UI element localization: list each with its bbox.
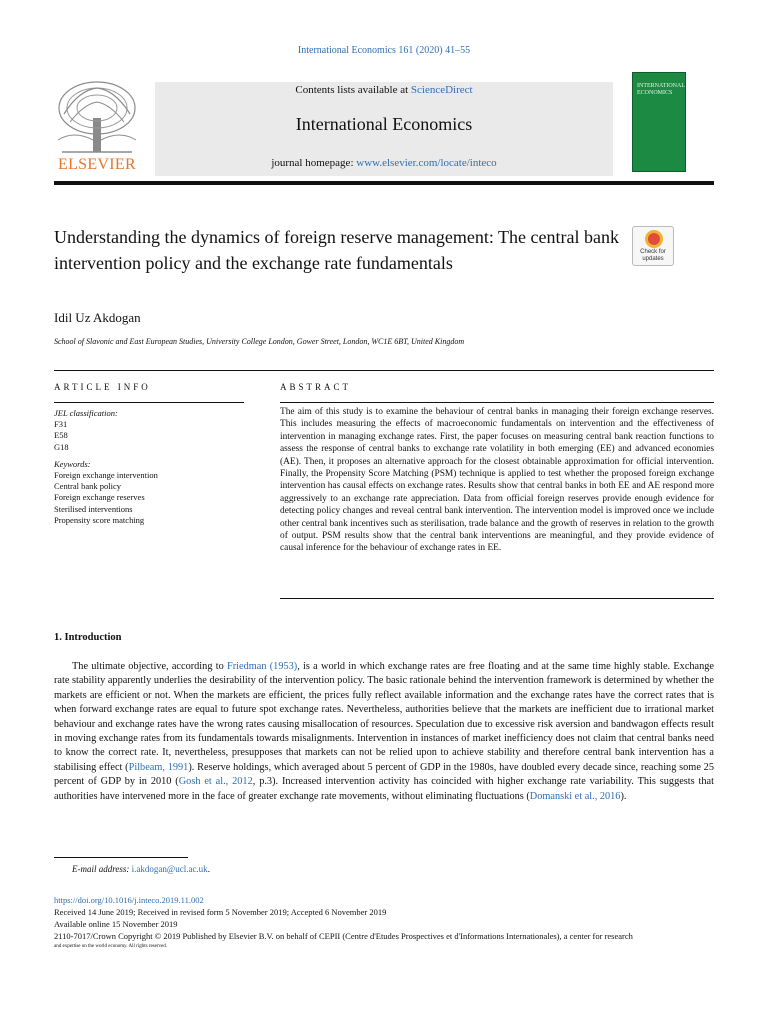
intro-text-4: , p.3). Increased intervention activity has coincided with higher exchange rate variability. This suggests that authorities have intervened more in the face of greater exchange rate movements, without eliminating fluctuations ( [54,776,714,802]
jel-code: E58 [54,430,68,441]
available-online: Available online 15 November 2019 [54,919,178,929]
elsevier-logo [54,80,140,174]
journal-reference[interactable]: International Economics 161 (2020) 41–55 [297,45,471,56]
cover-title [637,83,683,97]
email-link[interactable]: i.akdogan@ucl.ac.uk [131,864,208,874]
check-updates-icon [645,230,663,248]
check-updates-label [633,249,673,263]
doi-link[interactable]: https://doi.org/10.1016/j.inteco.2019.11.002 [54,895,204,905]
header-divider [54,181,714,185]
check-for-updates-button[interactable] [632,226,674,266]
introduction-paragraph [54,660,714,804]
badge-line-2: updates [642,256,664,262]
received-dates: Received 14 June 2019; Received in revised form 5 November 2019; Accepted 6 November 2019 [54,907,387,917]
jel-code: F31 [54,419,68,430]
keywords-label: Keywords: [54,458,91,469]
cover-line-2: ECONOMICS [637,90,673,96]
publisher-name: ELSEVIER [58,156,136,173]
keyword: Foreign exchange reserves [54,492,145,503]
article-info [54,408,244,526]
sciencedirect-link[interactable]: ScienceDirect [410,84,473,96]
tree-icon [54,80,140,154]
article-info-rule [54,402,244,403]
introduction-heading: 1. Introduction [54,632,122,643]
email-label: E-mail address: [72,864,130,874]
intro-text-1: The ultimate objective, according to [72,661,228,672]
copyright: 2110-7017/Crown Copyright © 2019 Published by Elsevier B.V. on behalf of CEPII (Centre d'Etudes Prospectives et d'Informations Internationales), a center for research [54,931,633,941]
article-info-heading: ARTICLE INFO [54,382,151,392]
abstract-heading: ABSTRACT [280,382,352,392]
email-end: . [207,864,210,874]
journal-title: International Economics [295,114,473,134]
intro-text-3: ). Reserve holdings, which averaged about 5 percent of GDP in the 1980s, have doubled every decade since, reaching some 25 percent of GDP by in 2010 ( [54,761,714,788]
journal-cover[interactable] [632,72,686,172]
citation-link[interactable]: Friedman (1953) [227,661,298,672]
citation-link[interactable]: Gosh et al., 2012 [178,776,253,788]
divider-top [54,370,714,371]
copyright-continued: and expertise on the world economy. All rights reserved. [54,944,167,949]
paper-title: Understanding the dynamics of foreign reserve management: The central bank intervention policy and the exchange rate fundamentals [54,227,619,273]
contents-prefix: Contents lists available at [295,84,411,96]
abstract-rule [280,402,714,403]
email-footnote [72,864,210,874]
keyword: Foreign exchange intervention [54,470,158,481]
jel-code: G18 [54,441,69,452]
journal-header [155,82,613,176]
homepage-prefix: journal homepage: [271,157,357,169]
author-name: Idil Uz Akdogan [54,310,141,325]
citation-link[interactable]: Pilbeam, 1991 [128,761,189,773]
contents-line [155,84,613,96]
abstract-text: The aim of this study is to examine the behaviour of central banks in managing their foreign exchange reserves. This includes measuring the effects of macroeconomic fundamentals on intervention and the effectiveness of intervention in managing exchange rates. First, the paper focuses on measuring central bank reaction functions to assess the response of central banks to exchange rate volatility in both emerging (EE) and advanced economies (AE). Then, it proposes an alternative approach for the closest obtainable approximation for official intervention. Finally, the Propensity Score Matching (PSM) technique is applied to test whether the proposed foreign exchange intervention has causal effects on exchange rates. Results show that central banks in both EE and AE respond more aggressively to an exchange rate appreciation. Data from official foreign reserves provide enough evidence for detecting policy changes and reveal central bank intervention. The intervention model is improved once we include other central bank incentives such as sterilisation, trade balance and the growth of reserves in relation to the growth of output. PSM results show that the central bank interventions are meaningful, and they provide evidence of causal inference for the behaviour of exchange rates in EE. [280,407,714,554]
citation-link[interactable]: Domanski et al., 2016 [529,790,621,802]
author-affiliation: School of Slavonic and East European Studies, University College London, Gower Street, London, WC1E 6BT, United Kingdom [54,337,465,346]
badge-line-1: Check for [640,249,666,255]
cover-line-1: INTERNATIONAL [637,83,685,89]
intro-text-5: ). [620,790,627,802]
homepage-line [155,157,613,169]
keyword: Central bank policy [54,481,122,492]
footnote-divider [54,857,188,858]
jel-label: JEL classification: [54,408,118,418]
abstract-bottom-rule [280,598,714,599]
keyword: Sterilised interventions [54,503,133,514]
keyword: Propensity score matching [54,514,145,525]
homepage-link[interactable]: www.elsevier.com/locate/inteco [356,157,497,169]
intro-text-2: , is a world in which exchange rates are free floating and at the same time highly stable. Exchange rate stability apparently underlies the desirability of the intervention policy. The basic rationale behind the intervention framework is determined by whether the markets are efficient or not. When the markets are efficient, the prices fully reflect available information and the exchange rates have the correct rates that is when forward exchange rates are equal to future spot exchange rates. Nevertheless, authorities believe that the markets are inefficient due to irrational market behaviour and exchange rates have the wrong rates causing misallocation of resources. Speculation due to excessive risk aversion and bandwagon effects result in moving exchange rates from its fundamentals towards misalignments. Intervention in instances of market inefficiency does not claim that central banks need to know the correct rate. It, nevertheless, presupposes that markets can not be relied upon to achieve stability and therefore central bank intervention has a stabilising effect ( [54,661,714,773]
